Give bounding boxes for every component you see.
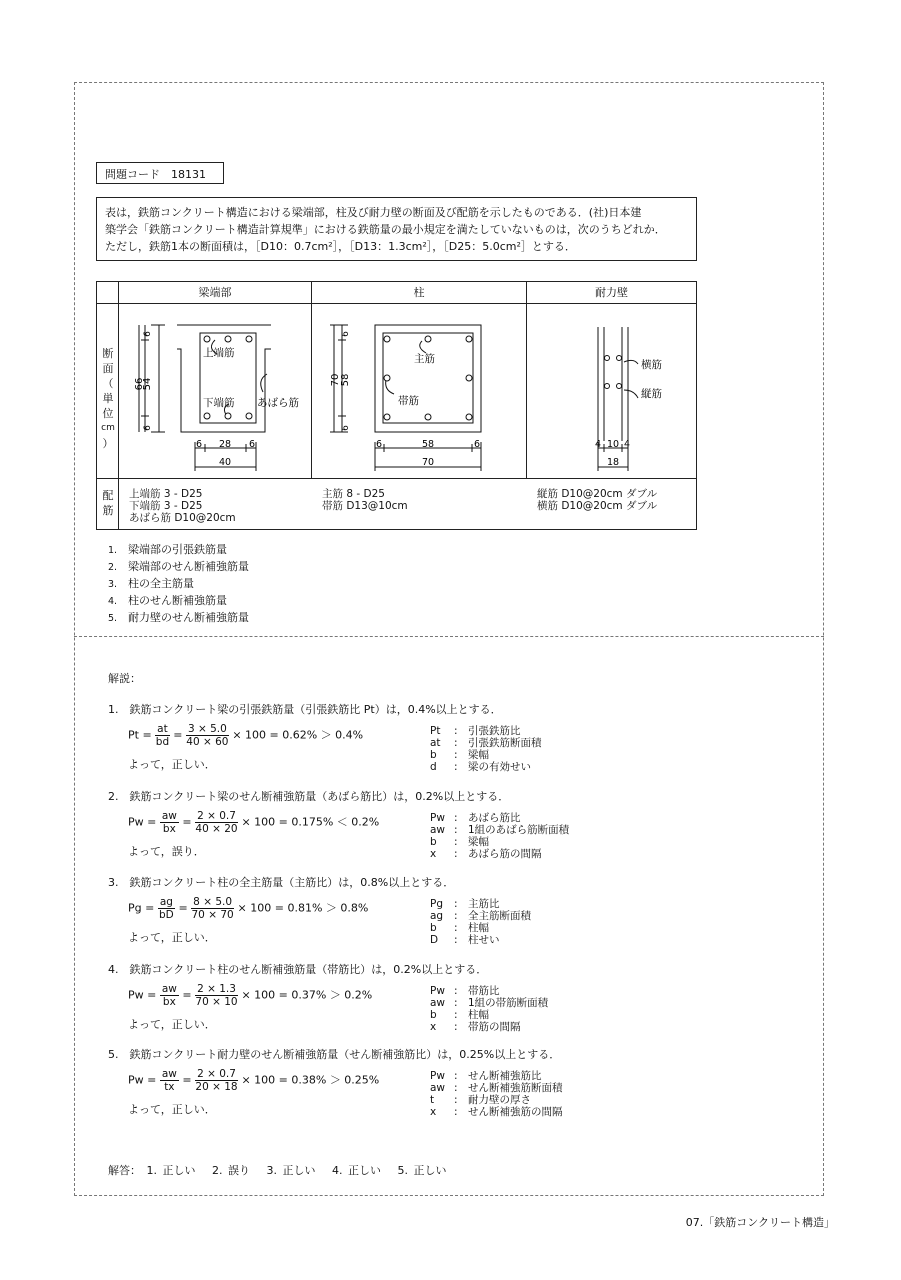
svg-text:6: 6 <box>143 331 153 337</box>
svg-text:28: 28 <box>218 439 232 450</box>
column-bars: 主筋 8 - D25 帯筋 D13@10cm <box>322 488 408 512</box>
svg-text:6: 6 <box>341 425 351 431</box>
explanation-formula: Pw = $\frac{aw}{tx}$ = $\frac{2 \times 0.7}{20 \times 18}$ × 100 = 0.38% ＞ 0.25% <box>128 1068 380 1093</box>
svg-text:6: 6 <box>196 439 203 450</box>
choice-item: 1. 梁端部の引張鉄筋量 <box>108 543 227 556</box>
explanation-conclusion: よって，正しい． <box>128 758 216 771</box>
beam-bars: 上端筋 3 - D25 下端筋 3 - D25 あばら筋 D10@20cm <box>129 488 236 524</box>
svg-text:6: 6 <box>341 331 351 337</box>
explanation-definitions: Pw : 帯筋比 aw : 1組の帯筋断面積 b : 柱幅 x : 帯筋の間隔 <box>430 985 549 1033</box>
svg-text:58: 58 <box>421 439 435 450</box>
svg-text:4: 4 <box>624 439 631 450</box>
section-divider <box>74 636 824 637</box>
explanation-heading: 5. 鉄筋コンクリート耐力壁のせん断補強筋量（せん断補強筋比）は，0.25%以上とする． <box>108 1048 561 1061</box>
explanation-formula: Pg = $\frac{ag}{bD}$ = $\frac{8 \times 5.0}{70 \times 70}$ × 100 = 0.81% ＞ 0.8% <box>128 896 369 921</box>
choice-item: 3. 柱の全主筋量 <box>108 577 194 590</box>
page-footer: 07.「鉄筋コンクリート構造」 <box>685 1216 835 1229</box>
question-line: 表は，鉄筋コンクリート構造における梁端部，柱及び耐力壁の断面及び配筋を示したものである．(社)日本建 <box>105 206 642 219</box>
header-column: 柱 <box>413 286 425 299</box>
svg-text:主筋: 主筋 <box>414 353 435 365</box>
explanation-heading: 4. 鉄筋コンクリート柱のせん断補強筋量（帯筋比）は，0.2%以上とする． <box>108 963 488 976</box>
explanation-formula: Pw = $\frac{aw}{bx}$ = $\frac{2 \times 0.7}{40 \times 20}$ × 100 = 0.175% ＜ 0.2% <box>128 810 380 835</box>
explanation-definitions: Pw : せん断補強筋比 aw : せん断補強筋断面積 t : 耐力壁の厚さ x : せん断補強筋の間隔 <box>430 1070 563 1118</box>
svg-text:下端筋: 下端筋 <box>203 397 235 409</box>
choices-list <box>108 542 249 627</box>
svg-text:縦筋: 縦筋 <box>641 388 662 400</box>
section-table <box>96 281 697 530</box>
svg-text:横筋: 横筋 <box>641 359 662 371</box>
svg-text:6: 6 <box>143 425 153 431</box>
explanation-conclusion: よって，誤り． <box>128 845 205 858</box>
question-line: ただし，鉄筋1本の断面積は，［D10：0.7cm²］，［D13：1.3cm²］，［D25：5.0cm²］とする． <box>105 240 576 253</box>
header-beam: 梁端部 <box>198 286 232 299</box>
svg-text:58: 58 <box>340 373 351 387</box>
wall-bars: 縦筋 D10@20cm ダブル 横筋 D10@20cm ダブル <box>537 488 658 512</box>
question-box <box>96 197 697 261</box>
explanation-conclusion: よって，正しい． <box>128 1018 216 1031</box>
choice-item: 5. 耐力壁のせん断補強筋量 <box>108 611 249 624</box>
row-label-bars: 配 筋 <box>102 489 114 517</box>
svg-text:66: 66 <box>134 377 145 391</box>
svg-text:10: 10 <box>606 439 620 450</box>
explanation-heading: 3. 鉄筋コンクリート柱の全主筋量（主筋比）は，0.8%以上とする． <box>108 876 455 889</box>
svg-text:4: 4 <box>595 439 602 450</box>
choice-item: 2. 梁端部のせん断補強筋量 <box>108 560 249 573</box>
svg-text:18: 18 <box>606 457 620 468</box>
explanation-definitions: Pw : あばら筋比 aw : 1組のあばら筋断面積 b : 梁幅 x : あばら筋の間隔 <box>430 812 570 860</box>
row-label-section: 断 面 （ 単 位 cm ） <box>101 347 115 450</box>
choice-item: 4. 柱のせん断補強筋量 <box>108 594 227 607</box>
question-line: 築学会「鉄筋コンクリート構造計算規準」における鉄筋量の最小規定を満たしていないものは，次のうちどれか． <box>105 223 666 236</box>
explanation-heading: 1. 鉄筋コンクリート梁の引張鉄筋量（引張鉄筋比 Pt）は，0.4%以上とする． <box>108 703 502 716</box>
explanation-heading: 2. 鉄筋コンクリート梁のせん断補強筋量（あばら筋比）は，0.2%以上とする． <box>108 790 510 803</box>
svg-text:あばら筋: あばら筋 <box>257 397 299 409</box>
svg-text:70: 70 <box>330 373 341 387</box>
wall-section-drawing <box>527 304 696 478</box>
explanation-definitions: Pt : 引張鉄筋比 at : 引張鉄筋断面積 b : 梁幅 d : 梁の有効せい <box>430 725 542 773</box>
explanation-definitions: Pg : 主筋比 ag : 全主筋断面積 b : 柱幅 D : 柱せい <box>430 898 531 946</box>
explanation-formula: Pt = $\frac{at}{bd}$ = $\frac{3 \times 5.0}{40 \times 60}$ × 100 = 0.62% ＞ 0.4% <box>128 723 364 748</box>
beam-section-drawing <box>119 304 311 478</box>
column-section-drawing <box>312 304 526 478</box>
svg-text:上端筋: 上端筋 <box>203 347 235 359</box>
explanation-conclusion: よって，正しい． <box>128 1103 216 1116</box>
explanation-conclusion: よって，正しい． <box>128 931 216 944</box>
answer-line: 解答： 1. 正しい 2. 誤り 3. 正しい 4. 正しい 5. 正しい <box>108 1164 447 1177</box>
svg-text:6: 6 <box>474 439 481 450</box>
svg-text:6: 6 <box>249 439 256 450</box>
svg-text:70: 70 <box>421 457 435 468</box>
svg-text:40: 40 <box>218 457 232 468</box>
explanation-title: 解説： <box>108 672 141 685</box>
svg-text:54: 54 <box>142 377 153 391</box>
problem-code: 問題コード 18131 <box>96 162 224 184</box>
header-wall: 耐力壁 <box>595 286 628 299</box>
svg-text:帯筋: 帯筋 <box>398 395 419 407</box>
svg-text:6: 6 <box>376 439 383 450</box>
explanation-formula: Pw = $\frac{aw}{bx}$ = $\frac{2 \times 1.3}{70 \times 10}$ × 100 = 0.37% ＞ 0.2% <box>128 983 373 1008</box>
